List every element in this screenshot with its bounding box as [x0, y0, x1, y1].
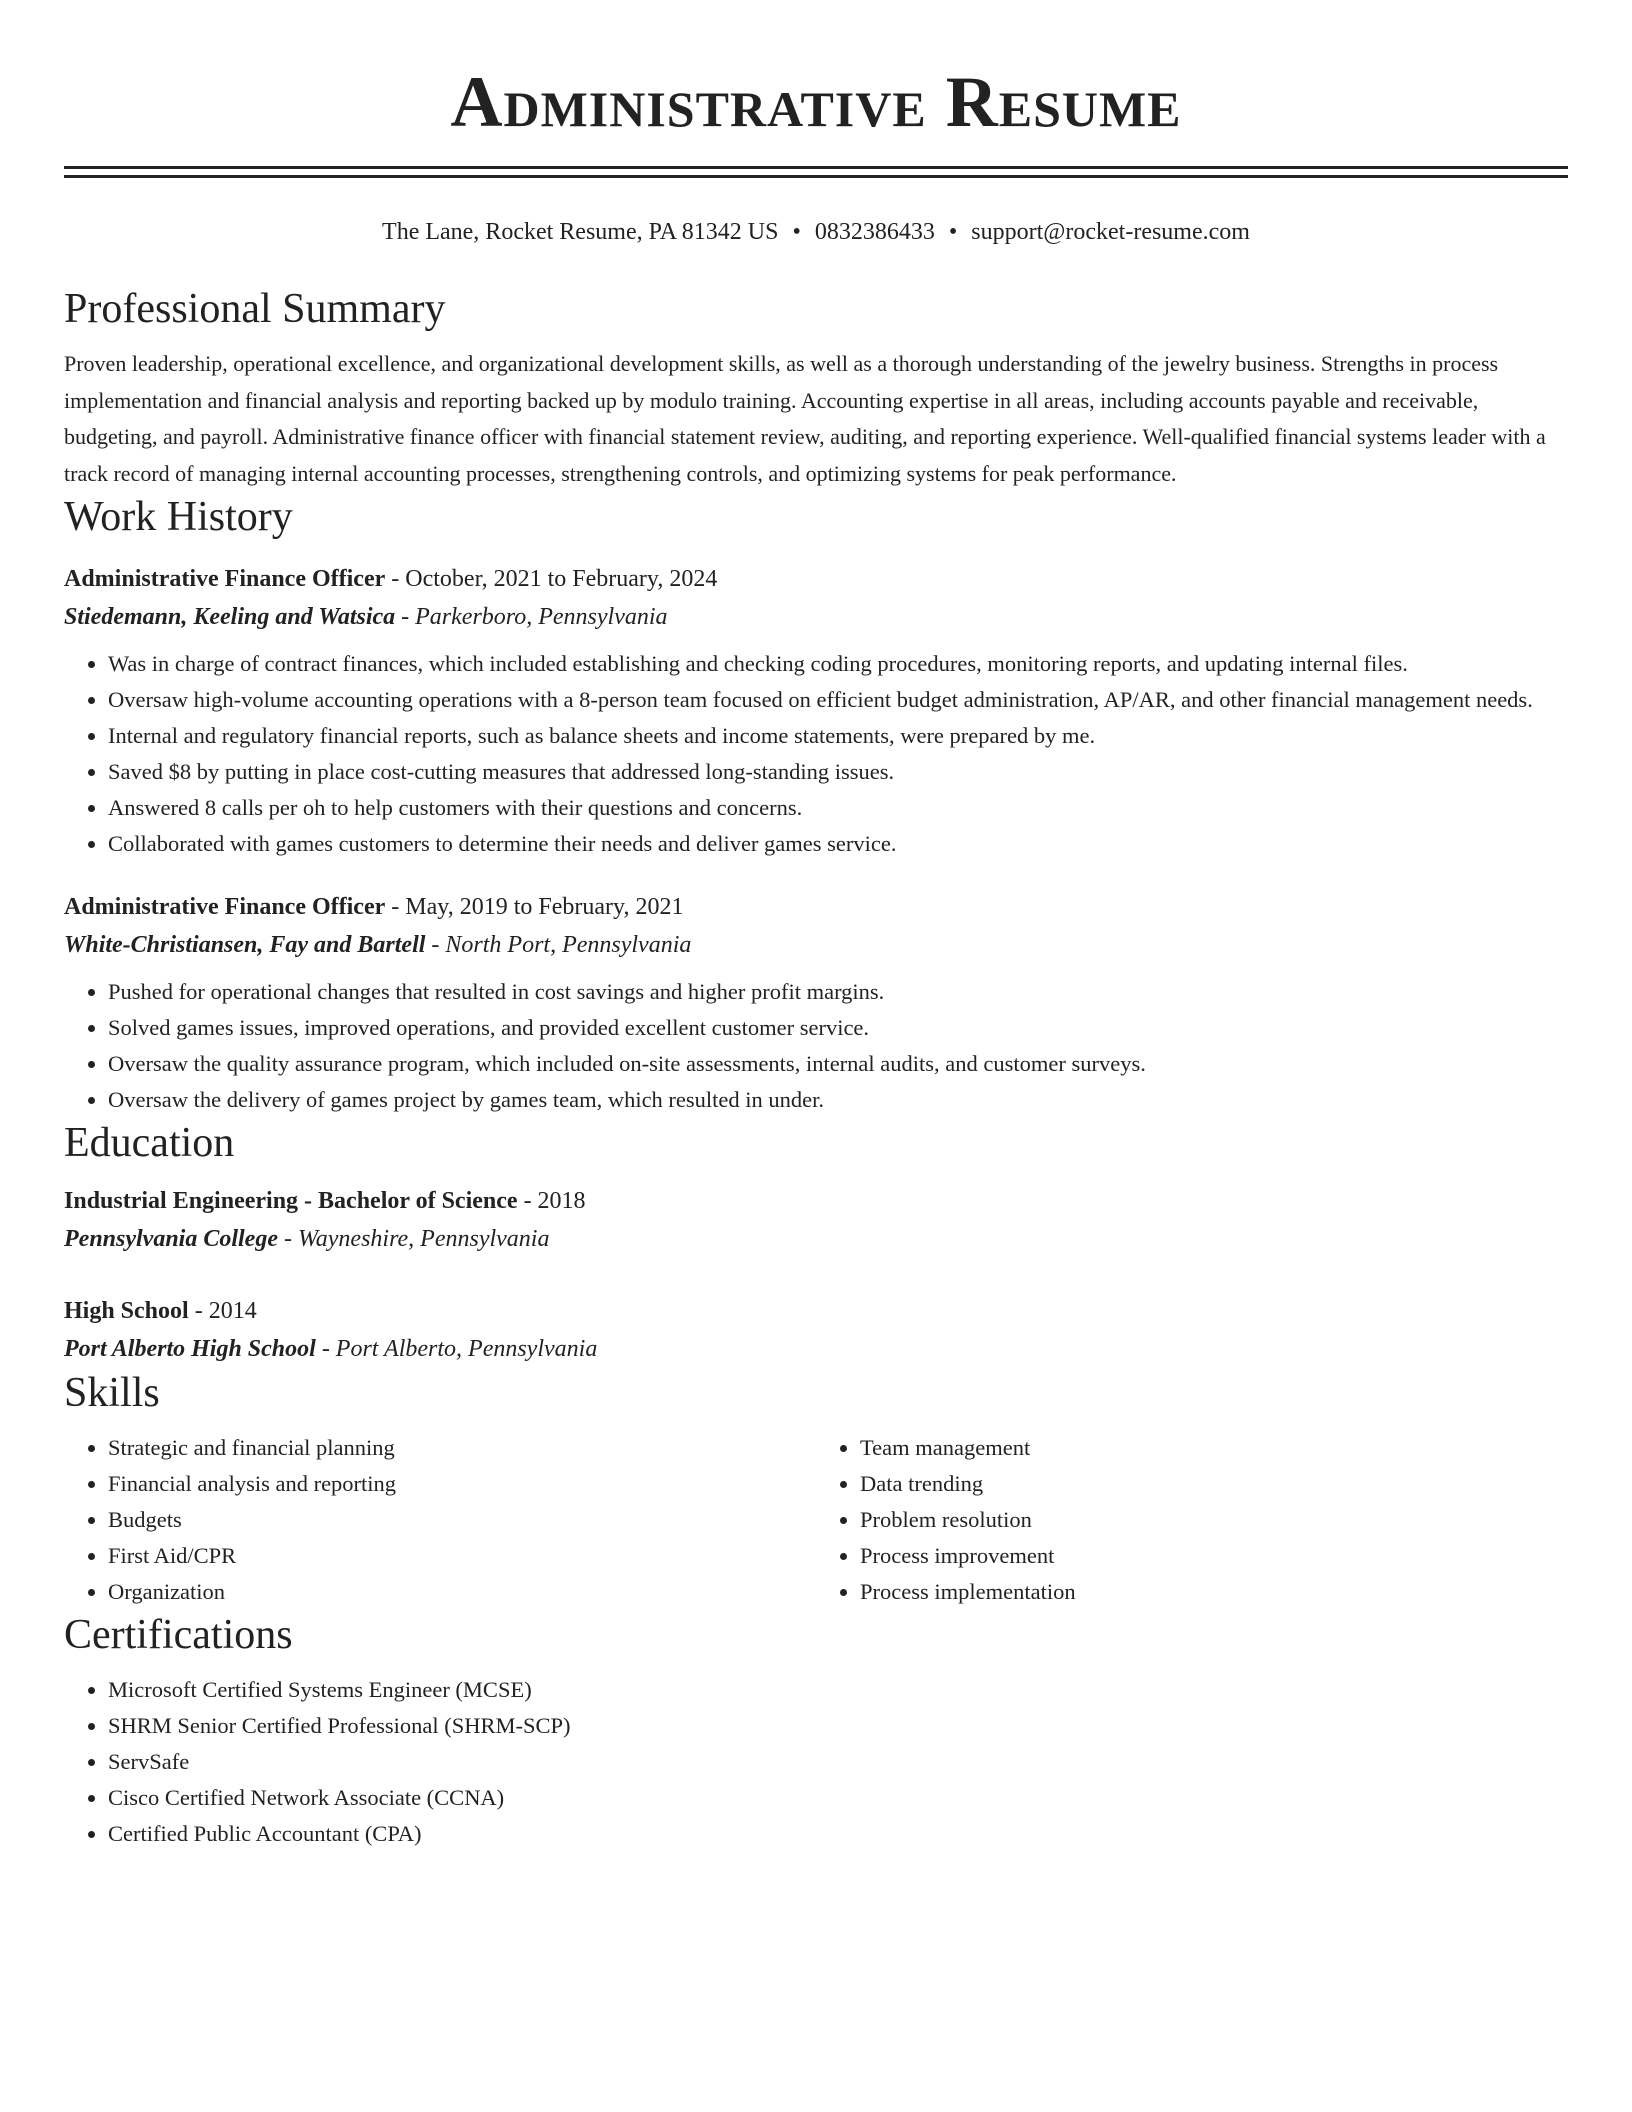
- skills-grid: [64, 1430, 1568, 1610]
- resume-title: Administrative Resume: [450, 62, 1182, 142]
- certification-item: • SHRM Senior Certified Professional (SHRM-SCP): [108, 1708, 1568, 1744]
- company-location: - Parkerboro, Pennsylvania: [395, 604, 668, 630]
- contact-line: [64, 216, 1568, 248]
- certification-item: • ServSafe: [108, 1744, 1568, 1780]
- education-heading: Education: [64, 1120, 235, 1166]
- contact-separator: •: [948, 219, 958, 245]
- work-history-heading: Work History: [64, 494, 293, 540]
- job-bullet: • Internal and regulatory financial reports, such as balance sheets and income statements, were prepared by me.: [108, 718, 1568, 754]
- job-dates: - October, 2021 to February, 2024: [385, 566, 718, 592]
- degree-year: - 2018: [517, 1188, 586, 1214]
- job-title-line: [64, 888, 1568, 926]
- job-bullets: [64, 646, 1568, 862]
- degree-line: [64, 1292, 1568, 1330]
- summary-heading: Professional Summary: [64, 286, 446, 332]
- job-title: Administrative Finance Officer: [64, 566, 386, 592]
- skill-item: • Team management: [860, 1430, 1568, 1466]
- school-location: - Port Alberto, Pennsylvania: [315, 1336, 598, 1362]
- skills-column-right: [816, 1430, 1568, 1610]
- job-bullets: [64, 974, 1568, 1118]
- school-line: [64, 1330, 1568, 1368]
- degree-name: High School: [64, 1298, 189, 1324]
- job-title: Administrative Finance Officer: [64, 894, 386, 920]
- job-title-line: [64, 560, 1568, 598]
- company-name: White-Christiansen, Fay and Bartell: [64, 932, 426, 958]
- skill-item: • Problem resolution: [860, 1502, 1568, 1538]
- certification-item: • Certified Public Accountant (CPA): [108, 1816, 1568, 1852]
- summary-text: Proven leadership, operational excellence, and organizational development skills, as well as a thorough understanding of the jewelry business. Strengths in process implementation and financial analysis and reporting backed up by modulo training. Accounting expertise in all areas, including accounts payable and receivable, budgeting, and payroll. Administrative finance officer with financial statement review, auditing, and reporting experience. Well-qualified financial systems leader with a track record of managing internal accounting processes, strengthening controls, and optimizing systems for peak performance.: [64, 351, 1546, 486]
- education-entry: [64, 1292, 1568, 1368]
- contact-phone: 0832386433: [814, 219, 935, 245]
- certifications-list: [64, 1672, 1568, 1852]
- job-dates: - May, 2019 to February, 2021: [385, 894, 684, 920]
- contact-address: The Lane, Rocket Resume, PA 81342 US: [382, 219, 779, 245]
- education-entry: [64, 1182, 1568, 1258]
- contact-email: support@rocket-resume.com: [971, 219, 1250, 245]
- skill-item: • Budgets: [108, 1502, 816, 1538]
- skills-column-left: [64, 1430, 816, 1610]
- skill-item: • Process implementation: [860, 1574, 1568, 1610]
- school-name: Port Alberto High School: [64, 1336, 316, 1362]
- job-bullet: • Saved $8 by putting in place cost-cutting measures that addressed long-standing issues.: [108, 754, 1568, 790]
- degree-year: - 2014: [188, 1298, 257, 1324]
- job-bullet: • Oversaw high-volume accounting operations with a 8-person team focused on efficient budget administration, AP/AR, and other financial management needs.: [108, 682, 1568, 718]
- job-bullet: • Was in charge of contract finances, which included establishing and checking coding procedures, monitoring reports, and updating internal files.: [108, 646, 1568, 682]
- degree-line: [64, 1182, 1568, 1220]
- company-location: - North Port, Pennsylvania: [425, 932, 692, 958]
- skill-item: • First Aid/CPR: [108, 1538, 816, 1574]
- job-entry: [64, 560, 1568, 862]
- job-bullet: • Collaborated with games customers to determine their needs and deliver games service.: [108, 826, 1568, 862]
- skill-item: • Process improvement: [860, 1538, 1568, 1574]
- company-line: [64, 598, 1568, 636]
- certifications-heading: Certifications: [64, 1612, 293, 1658]
- certification-item: • Cisco Certified Network Associate (CCNA): [108, 1780, 1568, 1816]
- job-bullet: • Pushed for operational changes that resulted in cost savings and higher profit margins.: [108, 974, 1568, 1010]
- school-name: Pennsylvania College: [64, 1226, 278, 1252]
- company-line: [64, 926, 1568, 964]
- company-name: Stiedemann, Keeling and Watsica: [64, 604, 396, 630]
- contact-separator: •: [792, 219, 801, 245]
- job-entry: [64, 888, 1568, 1118]
- skill-item: • Organization: [108, 1574, 816, 1610]
- degree-name: Industrial Engineering - Bachelor of Science: [64, 1188, 518, 1214]
- certification-item: • Microsoft Certified Systems Engineer (MCSE): [108, 1672, 1568, 1708]
- job-bullet: • Oversaw the quality assurance program, which included on-site assessments, internal audits, and customer surveys.: [108, 1046, 1568, 1082]
- school-line: [64, 1220, 1568, 1258]
- title-divider: [64, 166, 1568, 178]
- job-bullet: • Oversaw the delivery of games project by games team, which resulted in under.: [108, 1082, 1568, 1118]
- skill-item: • Strategic and financial planning: [108, 1430, 816, 1466]
- job-bullet: • Answered 8 calls per oh to help customers with their questions and concerns.: [108, 790, 1568, 826]
- skill-item: • Financial analysis and reporting: [108, 1466, 816, 1502]
- skills-heading: Skills: [64, 1370, 160, 1416]
- skill-item: • Data trending: [860, 1466, 1568, 1502]
- job-bullet: • Solved games issues, improved operations, and provided excellent customer service.: [108, 1010, 1568, 1046]
- school-location: - Wayneshire, Pennsylvania: [277, 1226, 550, 1252]
